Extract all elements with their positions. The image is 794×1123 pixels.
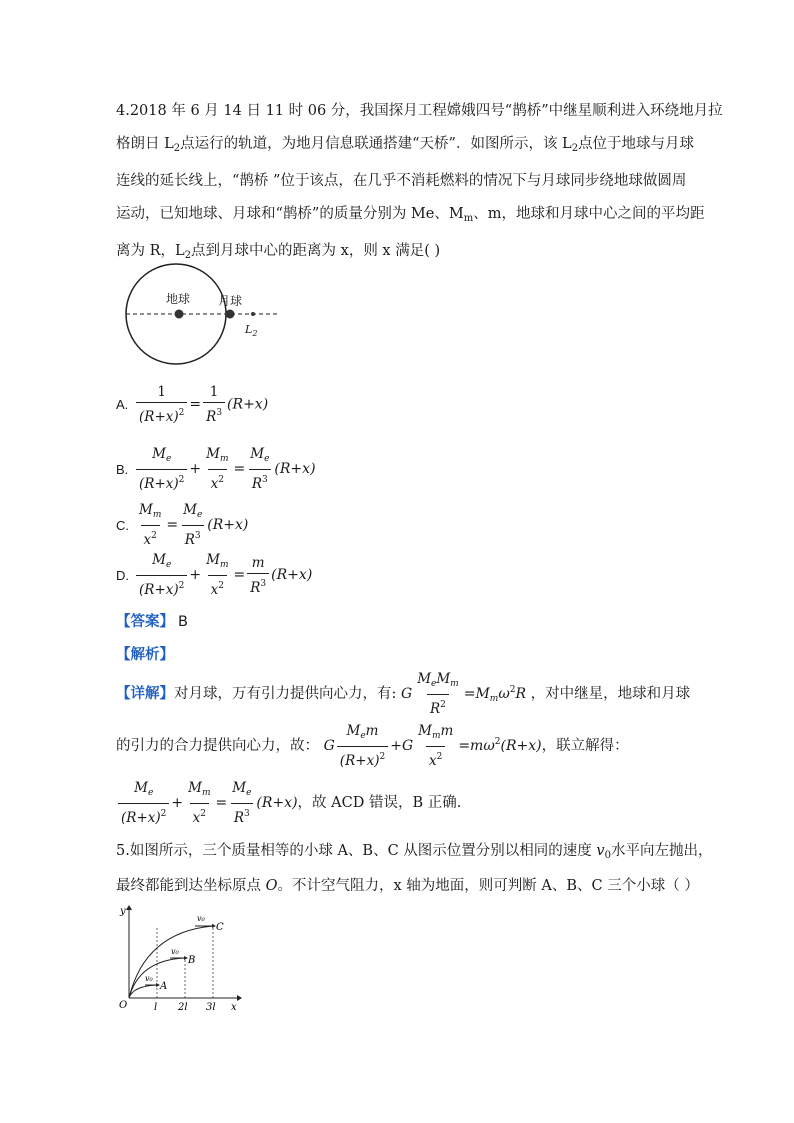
answer-tag: 【答案】 — [116, 614, 174, 630]
detail-paragraph-2: 的引力的合力提供向心力，故： G $\frac{M_em}{(R+x)^2}$ +G $\frac{M_mm}{x^2}$ $=m\omega^2(R+x)$，联立解得： — [116, 723, 629, 769]
ball-c-label: C — [216, 922, 224, 933]
q4-line-4: 运动，已知地球、月球和“鹊桥”的质量分别为 Me、$M_m$、m，地球和月球中心之间的平均距 — [116, 206, 705, 224]
option-d-formula: $\frac{M_e}{(R+x)^2}$ + $\frac{M_m}{x^2}$ = $\frac{m}{R^3}$ (R+x) — [134, 552, 312, 598]
x-axis-label: x — [231, 1002, 237, 1013]
q5-line-2: 最终都能到达坐标原点 O。不计空气阻力，x 轴为地面，则可判断 A、B、C 三个小球（ ） — [116, 878, 699, 894]
tick-2l: 2l — [178, 1002, 188, 1013]
moon-gravity-equation: G $\frac{M_eM_m}{R^2}$ $=M_m\omega^2R$ — [401, 671, 527, 717]
detail-paragraph-1: 【详解】对月球，万有引力提供向心力，有: G $\frac{M_eM_m}{R^2}$ $=M_m\omega^2R$ ，对中继星，地球和月球 — [116, 671, 691, 717]
option-c-formula: $\frac{M_m}{x^2}$ = $\frac{M_e}{R^3}$ (R+x) — [139, 502, 249, 548]
earth-moon-diagram — [120, 262, 290, 372]
ball-b-label: B — [188, 955, 196, 966]
option-d-label: D. — [116, 567, 129, 583]
detail-tag: 【详解】 — [116, 686, 174, 702]
option-b-label: B. — [116, 461, 129, 477]
l2-label: $L_2$ — [245, 323, 258, 338]
moon-label: 月球 — [218, 294, 243, 308]
option-b-formula: $\frac{M_e}{(R+x)^2}$ + $\frac{M_m}{x^2}$ = $\frac{M_e}{R^3}$ (R+x) — [134, 446, 316, 492]
v0-label-a: v₀ — [145, 974, 153, 983]
question-5-text — [116, 836, 713, 902]
projectile-diagram — [115, 902, 245, 1014]
analysis-tag: 【解析】 — [116, 647, 174, 663]
relay-gravity-equation: G $\frac{M_em}{(R+x)^2}$ +G $\frac{M_mm}{x^2}$ $=m\omega^2(R+x)$ — [323, 723, 542, 769]
ball-a-label: A — [160, 981, 168, 992]
answer-value: B — [178, 614, 188, 630]
tick-3l: 3l — [206, 1002, 216, 1013]
q4-line-2: 格朗日 $L_2$点运行的轨道，为地月信息联通搭建“天桥”．如图所示，该 $L_2$点位于地球与月球 — [116, 136, 695, 154]
result-equation: $\frac{M_e}{(R+x)^2}$ + $\frac{M_m}{x^2}$ = $\frac{M_e}{R^3}$ (R+x) — [116, 795, 298, 811]
v0-label-b: v₀ — [171, 947, 179, 956]
detail-paragraph-3: $\frac{M_e}{(R+x)^2}$ + $\frac{M_m}{x^2}$ = $\frac{M_e}{R^3}$ (R+x)，故 ACD 错误，B 正确. — [116, 780, 684, 826]
question-4-text — [116, 95, 723, 272]
q4-line-1: 4.2018 年 6 月 14 日 11 时 06 分，我国探月工程嫦娥四号“鹊桥”中继星顺利进入环绕地月拉 — [116, 103, 723, 119]
earth-dot — [175, 310, 184, 319]
option-c[interactable] — [116, 502, 248, 548]
y-axis-label: y — [120, 906, 126, 917]
tick-l: l — [154, 1002, 158, 1013]
v0-label-c: v₀ — [197, 914, 205, 923]
option-a-label: A. — [116, 397, 129, 412]
option-a[interactable] — [116, 384, 268, 425]
origin-label: O — [119, 1000, 128, 1011]
q5-line-1: 5.如图所示，三个质量相等的小球 A、B、C 从图示位置分别以相同的速度 $v_0$水平向左抛出， — [116, 843, 713, 861]
l2-point — [251, 312, 255, 316]
option-b[interactable] — [116, 446, 316, 492]
q4-line-3: 连线的延长线上，“鹊桥 ”位于该点，在几乎不消耗燃料的情况下与月球同步绕地球做圆周 — [116, 173, 687, 189]
q4-line-5: 离为 R，$L_2$点到月球中心的距离为 x，则 x 满足( ) — [116, 243, 441, 261]
option-d[interactable] — [116, 552, 312, 598]
earth-label: 地球 — [166, 292, 191, 306]
answer-line — [116, 610, 188, 631]
option-a-formula: $\frac{1}{(R+x)^2}$ = $\frac{1}{R^3}$ (R+x) — [134, 384, 268, 425]
option-c-label: C. — [116, 517, 129, 533]
moon-dot — [226, 310, 235, 319]
